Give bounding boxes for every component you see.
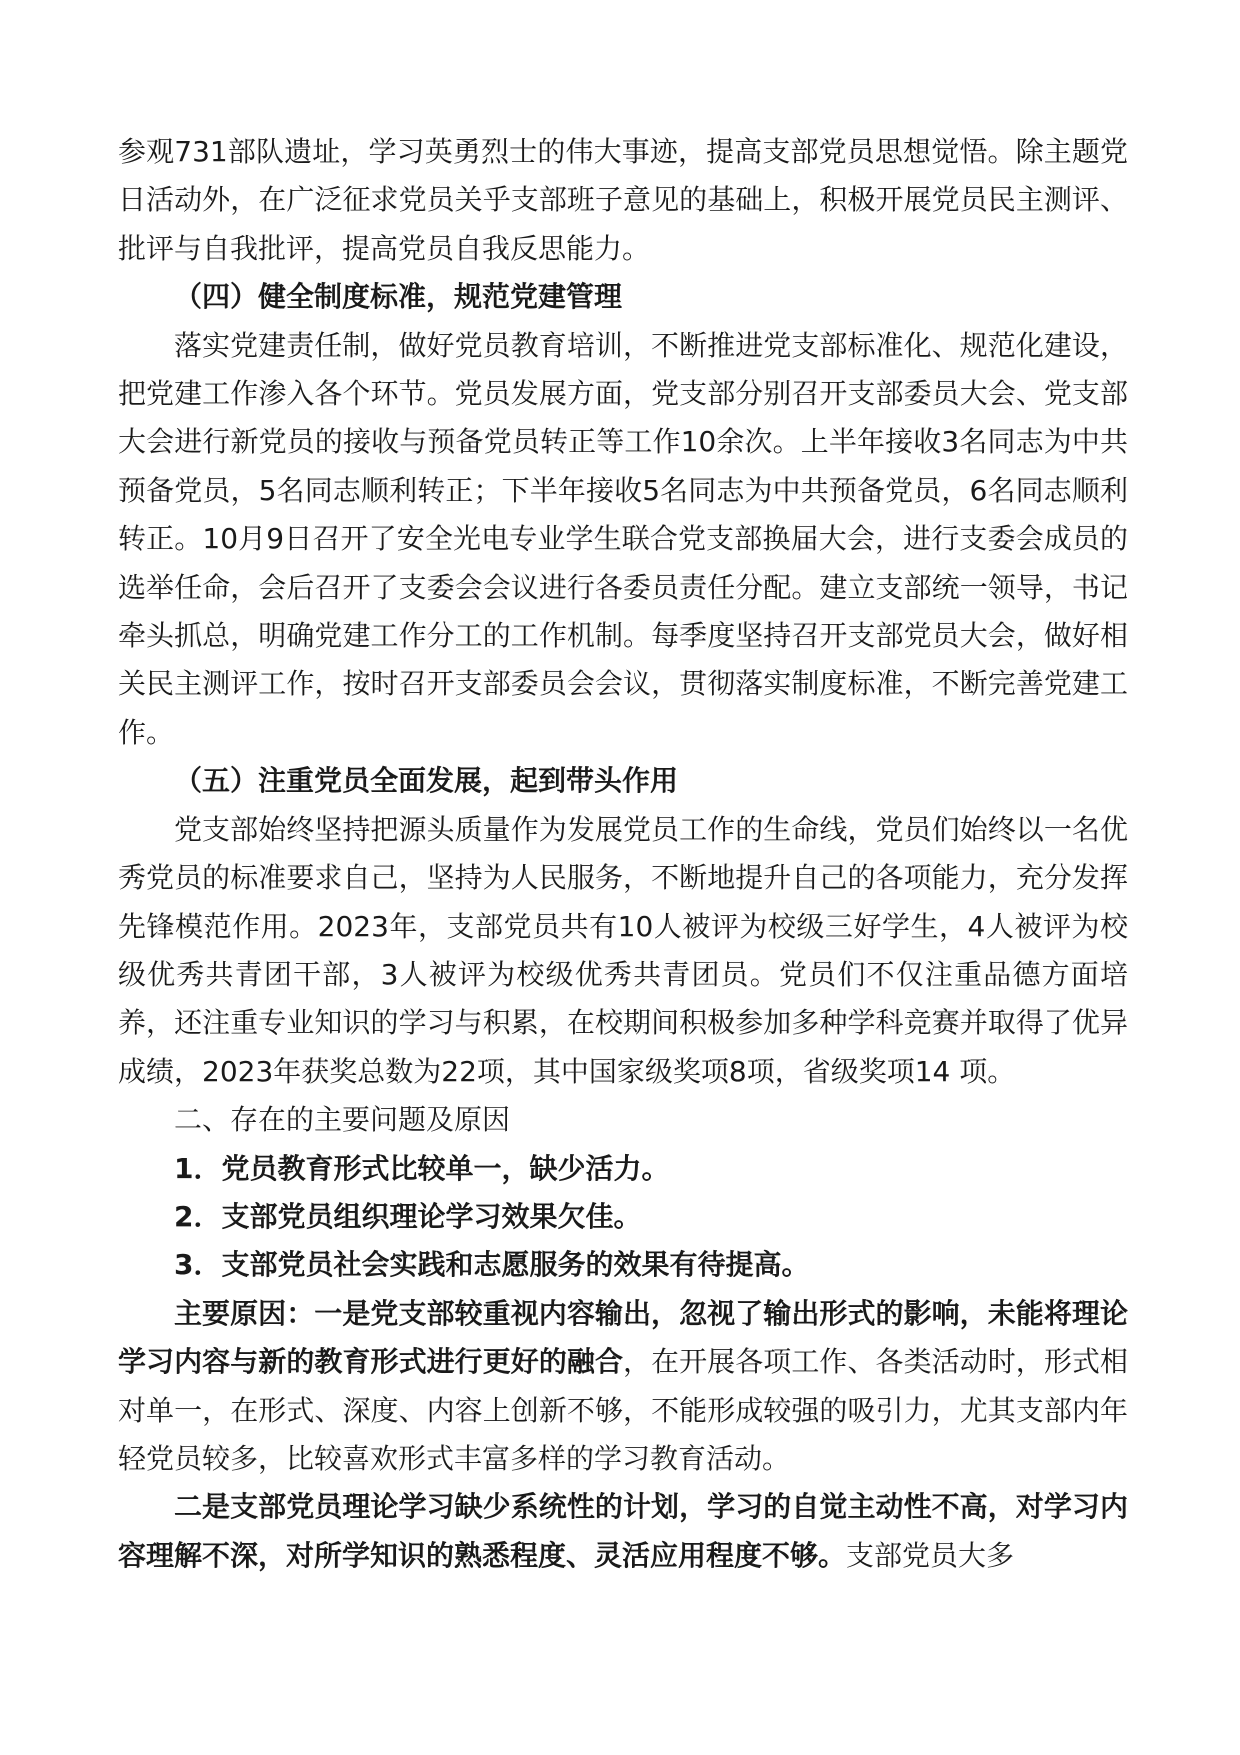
reason-2-rest-text: 支部党员大多 <box>846 1538 1015 1572</box>
problem-item-2: 2．支部党员组织理论学习效果欠佳。 <box>174 1199 642 1233</box>
reason-paragraph-1 <box>118 1290 1128 1484</box>
reason-2-bold-text: 二是支部党员理论学习缺少系统性的计划，学习的自觉主动性不高，对学习内容理解不深，对所学知识的熟悉程度、灵活应用程度不够。 <box>118 1490 1128 1572</box>
paragraph-section-4: 落实党建责任制，做好党员教育培训，不断推进党支部标准化、规范化建设，把党建工作渗入各个环节。党员发展方面，党支部分别召开支部委员大会、党支部大会进行新党员的接收与预备党员转正等工作10余次。上半年接收3名同志为中共预备党员，5名同志顺利转正；下半年接收5名同志为中共预备党员，6名同志顺利转正。10月9日召开了安全光电专业学生联合党支部换届大会，进行支委会成员的选举任命，会后召开了支委会会议进行各委员责任分配。建立支部统一领导，书记牵头抓总，明确党建工作分工的工作机制。每季度坚持召开支部党员大会，做好相关民主测评工作，按时召开支部委员会会议，贯彻落实制度标准，不断完善党建工作。 <box>118 328 1128 749</box>
paragraph-section-5: 党支部始终坚持把源头质量作为发展党员工作的生命线，党员们始终以一名优秀党员的标准要求自己，坚持为人民服务，不断地提升自己的各项能力，充分发挥先锋模范作用。2023年，支部党员共有10人被评为校级三好学生，4人被评为校级优秀共青团干部，3人被评为校级优秀共青团员。党员们不仅注重品德方面培养，还注重专业知识的学习与积累，在校期间积极参加多种学科竞赛并取得了优异成绩，2023年获奖总数为22项，其中国家级奖项8项，省级奖项14 项。 <box>118 812 1128 1088</box>
reason-1-rest-text: ，在开展各项工作、各类活动时，形式相对单一，在形式、深度、内容上创新不够，不能形成较强的吸引力，尤其支部内年轻党员较多，比较喜欢形式丰富多样的学习教育活动。 <box>118 1345 1128 1475</box>
reason-1-bold-text: 主要原因：一是党支部较重视内容输出，忽视了输出形式的影响，未能将理论学习内容与新的教育形式进行更好的融合 <box>118 1296 1128 1379</box>
problem-item-3: 3．支部党员社会实践和志愿服务的效果有待提高。 <box>174 1248 810 1282</box>
reason-paragraph-2 <box>118 1483 1128 1580</box>
heading-section-5: （五）注重党员全面发展，起到带头作用 <box>174 764 679 798</box>
heading-section-4: （四）健全制度标准，规范党建管理 <box>174 280 623 314</box>
document-page <box>118 128 1128 1580</box>
problem-item-1: 1．党员教育形式比较单一，缺少活力。 <box>174 1151 670 1185</box>
paragraph-continuation: 参观731部队遗址，学习英勇烈士的伟大事迹，提高支部党员思想觉悟。除主题党日活动外，在广泛征求党员关乎支部班子意见的基础上，积极开展党员民主测评、批评与自我批评，提高党员自我反思能力。 <box>118 135 1128 265</box>
section-2-title: 二、存在的主要问题及原因 <box>174 1103 511 1137</box>
